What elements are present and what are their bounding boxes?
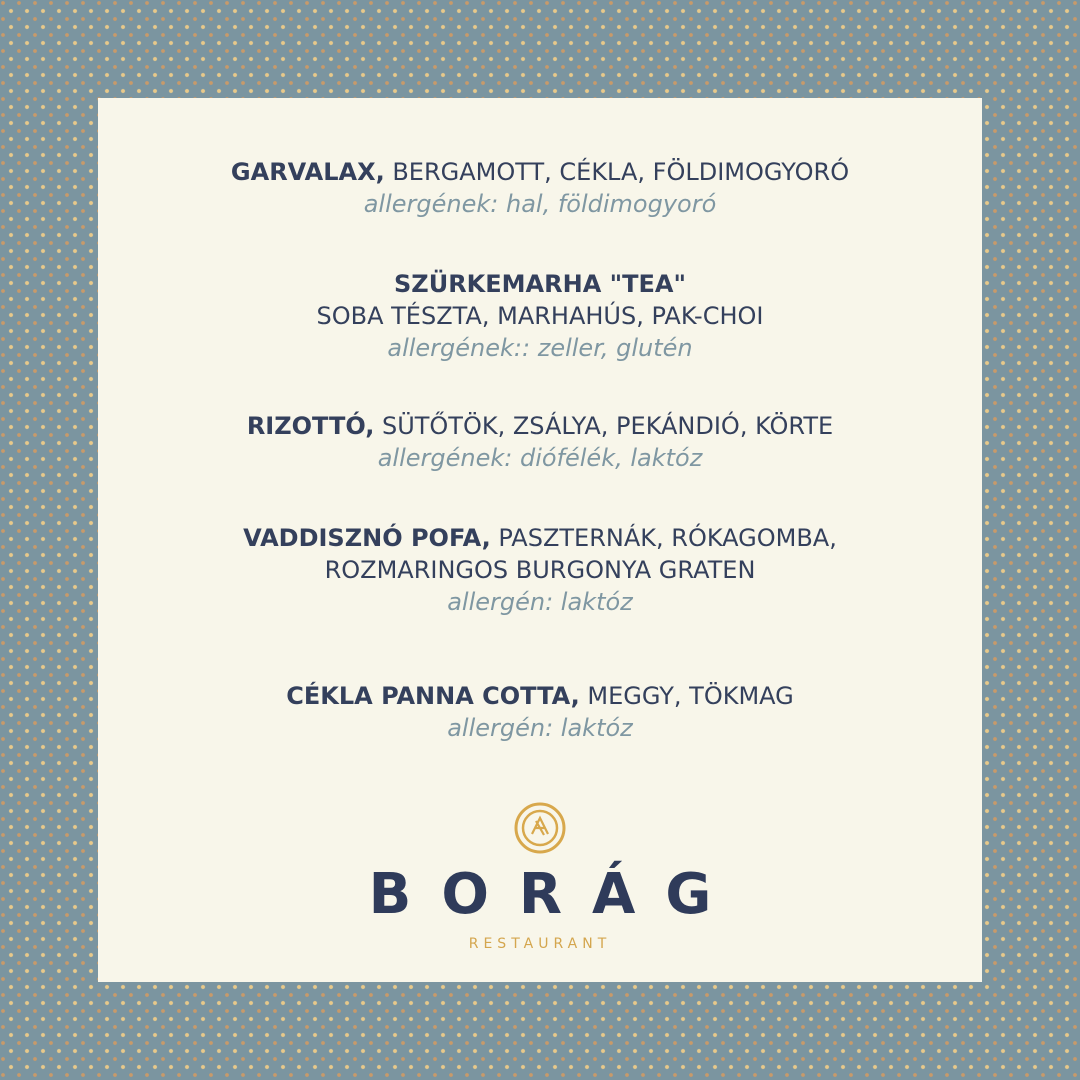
dish-name: VADDISZNÓ POFA, — [243, 524, 491, 552]
dish-ingredients: SÜTŐTÖK, ZSÁLYA, PEKÁNDIÓ, KÖRTE — [374, 412, 834, 440]
dish-ingredients: MEGGY, TÖKMAG — [579, 682, 794, 710]
menu-item — [98, 522, 982, 618]
menu-item — [98, 410, 982, 474]
dish-allergens: allergének: hal, földimogyoró — [363, 190, 717, 218]
dish-name: GARVALAX, — [230, 158, 385, 186]
dish-allergens: allergének:: zeller, glutén — [387, 334, 693, 362]
dish-name: CÉKLA PANNA COTTA, — [286, 682, 580, 710]
menu-item — [98, 680, 982, 744]
dish-name: RIZOTTÓ, — [246, 412, 375, 440]
dish-allergens: allergén: laktóz — [447, 588, 633, 616]
brand-subtitle: RESTAURANT — [468, 936, 612, 952]
dish-ingredients-continued: ROZMARINGOS BURGONYA GRATEN — [324, 556, 756, 584]
menu-card — [98, 98, 982, 982]
dish-ingredients: SOBA TÉSZTA, MARHAHÚS, PAK-CHOI — [316, 302, 764, 330]
borag-logo-icon — [514, 802, 566, 854]
dish-ingredients: BERGAMOTT, CÉKLA, FÖLDIMOGYORÓ — [384, 158, 850, 186]
dish-name: SZÜRKEMARHA "TEA" — [394, 270, 686, 298]
menu-item — [98, 156, 982, 220]
dish-allergens: allergének: diófélék, laktóz — [377, 444, 703, 472]
dish-allergens: allergén: laktóz — [447, 714, 633, 742]
dish-ingredients: PASZTERNÁK, RÓKAGOMBA, — [490, 524, 837, 552]
menu-item — [98, 268, 982, 364]
brand-name: BORÁG — [368, 862, 742, 927]
